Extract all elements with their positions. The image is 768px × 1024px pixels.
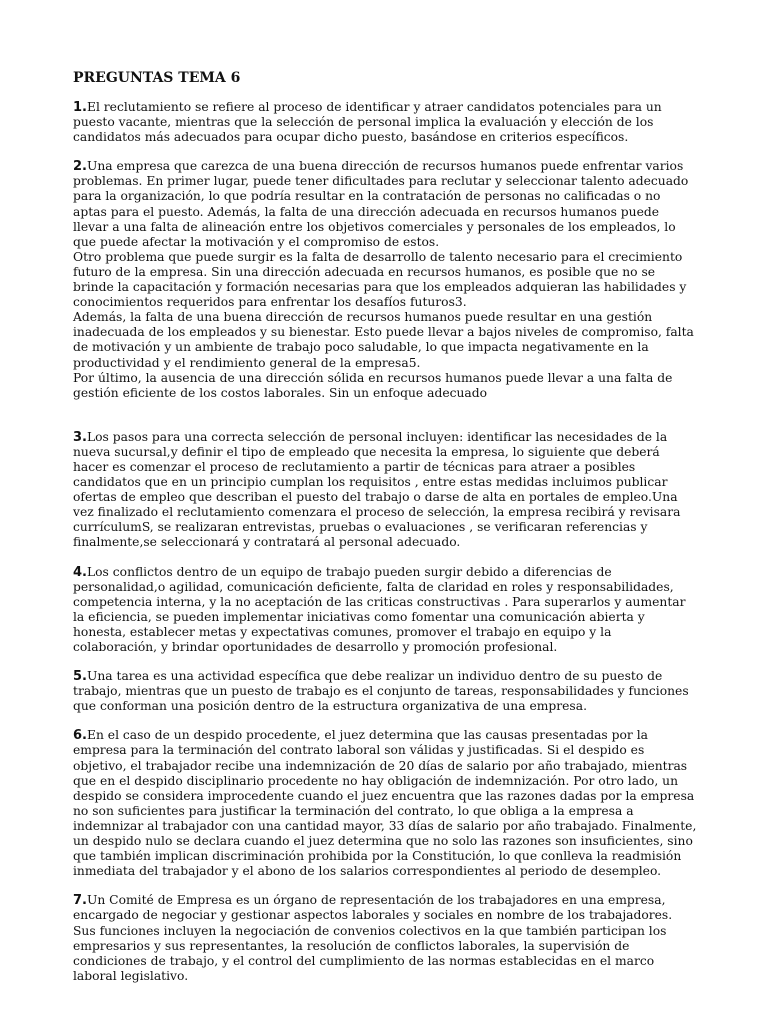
answer-4 (73, 565, 697, 656)
answer-5-paragraph-1 (73, 669, 697, 714)
answer-3-text: Los pasos para una correcta selección de personal incluyen: identificar las necesidades de la nueva sucursal,y definir el tipo de empleado que necesita la empresa, lo siguiente que deberá hacer es comenzar el proceso de reclutamiento a partir de técnicas para atraer a posibles candidatos que en un principio cumplan los requisitos , entre estas medidas incluimos publicar ofertas de empleo que describan el puesto del trabajo o darse de alta en portales de empleo.Una vez finalizado el reclutamiento comenzara el proceso de selección, la empresa recibirá y revisara currículumS, se realizaran entrevistas, pruebas o evaluaciones , se verificaran referencias y finalmente,se seleccionará y contratará al personal adecuado. (73, 429, 681, 550)
answer-5 (73, 669, 697, 714)
answer-3-paragraph-1 (73, 430, 697, 551)
answer-1-text: El reclutamiento se refiere al proceso de identificar y atraer candidatos potenciales para un puesto vacante, mientras que la selección de personal implica la evaluación y elección de los candidatos más adecuados para ocupar dicho puesto, basándose en criterios específicos. (73, 100, 662, 145)
answer-1 (73, 100, 697, 145)
answer-2-paragraph-3: Además, la falta de una buena dirección de recursos humanos puede resultar en una gestión inadecuada de los empleados y su bienestar. Esto puede llevar a bajos niveles de compromiso, falta de motivación y un ambiente de trabajo poco saludable, lo que impacta negativamente en la productividad y el rendimiento general de la empresa5. (73, 310, 694, 370)
answer-2-paragraph-1 (73, 159, 697, 250)
answer-6-number: 6. (73, 728, 87, 744)
answer-2-number: 2. (73, 159, 87, 175)
answer-6-paragraph-1 (73, 728, 697, 879)
answer-6-text: En el caso de un despido procedente, el juez determina que las causas presentadas por la empresa para la terminación del contrato laboral son válidas y justificadas. Si el despido es objetivo, el trabajador recibe una indemnización de 20 días de salario por año trabajado, mientras que en el despido disciplinario procedente no hay obligación de indemnización. Por otro lado, un despido se considera improcedente cuando el juez encuentra que las razones dadas por la empresa no son suficientes para justificar la terminación del contrato, lo que obliga a la empresa a indemnizar al trabajador con una cantidad mayor, 33 días de salario por año trabajado. Finalmente, un despido nulo se declara cuando el juez determina que no solo las razones son insuficientes, sino que también implican discriminación prohibida por la Constitución, lo que conlleva la readmisión inmediata del trabajador y el abono de los salarios correspondientes al periodo de desempleo. (73, 728, 697, 879)
answer-7-text: Un Comité de Empresa es un órgano de representación de los trabajadores en una empresa, encargado de negociar y gestionar aspectos laborales y sociales en nombre de los trabajadores. Sus funciones incluyen la negociación de convenios colectivos en la que también participan los empresarios y sus representantes, la resolución de conflictos laborales, la supervisión de condiciones de trabajo, y el control del cumplimiento de las normas establecidas en el marco laboral legislativo. (73, 893, 673, 983)
answer-7-paragraph-1 (73, 893, 697, 984)
answer-6 (73, 728, 697, 879)
answer-4-text: Los conflictos dentro de un equipo de trabajo pueden surgir debido a diferencias de personalidad,o agilidad, comunicación deficiente, falta de claridad en roles y responsabilidades, competencia interna, y la no aceptación de las criticas constructivas . Para superarlos y aumentar la eficiencia, se pueden implementar iniciativas como fomentar una comunicación abierta y honesta, establecer metas y expectativas comunes, promover el trabajo en equipo y la colaboración, y brindar oportunidades de desarrollo y promoción profesional. (73, 564, 686, 654)
answer-2 (73, 159, 697, 401)
answer-3 (73, 430, 697, 551)
document-title: PREGUNTAS TEMA 6 (73, 70, 241, 86)
answer-7 (73, 893, 697, 984)
answer-2-paragraph-4: Por último, la ausencia de una dirección sólida en recursos humanos puede llevar a una falta de gestión eficiente de los costos laborales. Sin un enfoque adecuado (73, 370, 673, 400)
answer-2-paragraph-2: Otro problema que puede surgir es la falta de desarrollo de talento necesario para el crecimiento futuro de la empresa. Sin una dirección adecuada en recursos humanos, es posible que no se brinde la capacitación y formación necesarias para que los empleados adquieran las habilidades y conocimientos requeridos para enfrentar los desafíos futuros3. (73, 249, 687, 310)
answer-5-number: 5. (73, 669, 87, 685)
answer-1-paragraph-1 (73, 100, 697, 145)
answer-1-number: 1. (73, 100, 87, 115)
answer-3-number: 3. (73, 429, 87, 445)
answer-7-number: 7. (73, 893, 87, 909)
answer-4-paragraph-1 (73, 565, 697, 656)
answer-5-text: Una tarea es una actividad específica que debe realizar un individuo dentro de su puesto de trabajo, mientras que un puesto de trabajo es el conjunto de tareas, responsabilidades y funciones que conforman una posición dentro de la estructura organizativa de una empresa. (73, 669, 689, 714)
document-page (73, 68, 697, 984)
answer-2-text: Una empresa que carezca de una buena dirección de recursos humanos puede enfrentar varios problemas. En primer lugar, puede tener dificultades para reclutar y seleccionar talento adecuado para la organización, lo que podría resultar en la contratación de personas no calificadas o no aptas para el puesto. Además, la falta de una dirección adecuada en recursos humanos puede llevar a una falta de alineación entre los objetivos comerciales y personales de los empleados, lo que puede afectar la motivación y el compromiso de estos. (73, 159, 689, 249)
answer-4-number: 4. (73, 564, 87, 580)
